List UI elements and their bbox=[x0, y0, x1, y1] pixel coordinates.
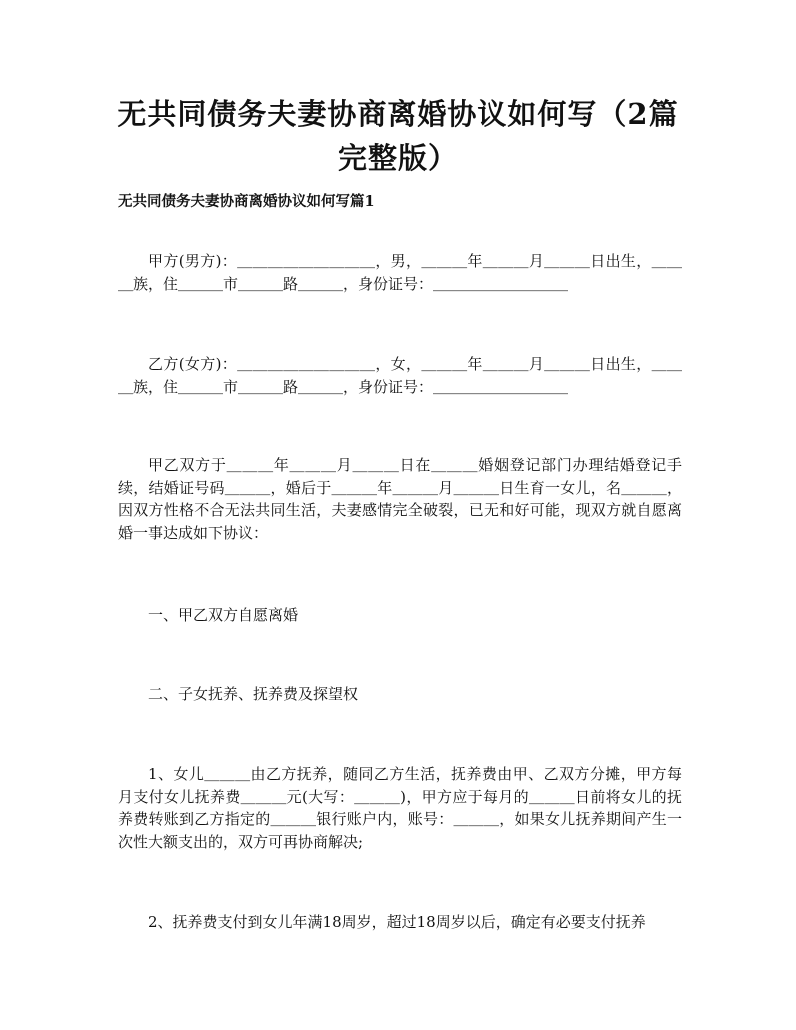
clause-heading-divorce: 一、甲乙双方自愿离婚 bbox=[148, 606, 299, 624]
document-title-line2: 完整版） bbox=[337, 141, 458, 175]
section-subtitle: 无共同债务夫妻协商离婚协议如何写篇1 bbox=[118, 193, 375, 210]
custody-clause-2: 2、抚养费支付到女儿年满18周岁，超过18周岁以后，确定有必要支付抚养 bbox=[148, 913, 646, 931]
clause-heading-custody: 二、子女抚养、抚养费及探望权 bbox=[148, 685, 359, 703]
document-title-line1: 无共同债务夫妻协商离婚协议如何写（2篇 bbox=[117, 97, 679, 131]
custody-clause-1: 1、女儿＿＿＿由乙方抚养，随同乙方生活，抚养费由甲、乙双方分摊，甲方每月支付女儿抚养费＿＿＿元(大写：＿＿＿)，甲方应于每月的＿＿＿日前将女儿的抚养费转账到乙方指定的＿＿＿银行账户内，账号：＿＿＿，如果女儿抚养期间产生一次性大额支出的，双方可再协商解决; bbox=[118, 765, 682, 851]
party-a-paragraph: 甲方(男方)：＿＿＿＿＿＿＿＿＿，男，＿＿＿年＿＿＿月＿＿＿日出生，＿＿＿族，住＿＿＿市＿＿＿路＿＿＿，身份证号：＿＿＿＿＿＿＿＿＿ bbox=[118, 252, 682, 293]
marriage-info-paragraph: 甲乙双方于＿＿＿年＿＿＿月＿＿＿日在＿＿＿婚姻登记部门办理结婚登记手续，结婚证号码＿＿＿，婚后于＿＿＿年＿＿＿月＿＿＿日生育一女儿，名＿＿＿，因双方性格不合无法共同生活，夫妻感情完全破裂，已无和好可能，现双方就自愿离婚一事达成如下协议： bbox=[118, 456, 682, 542]
party-b-paragraph: 乙方(女方)：＿＿＿＿＿＿＿＿＿，女，＿＿＿年＿＿＿月＿＿＿日出生，＿＿＿族，住＿＿＿市＿＿＿路＿＿＿，身份证号：＿＿＿＿＿＿＿＿＿ bbox=[118, 355, 682, 396]
